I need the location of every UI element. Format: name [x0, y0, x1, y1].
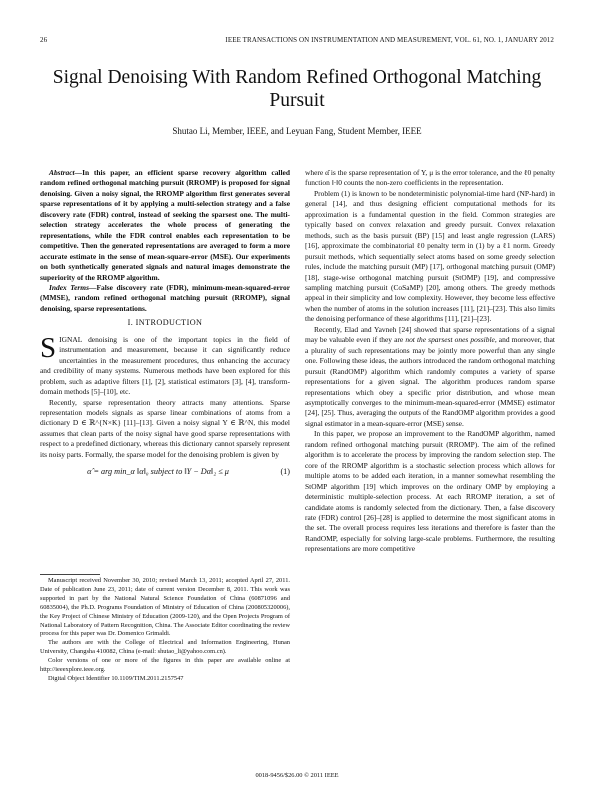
right-column [305, 168, 555, 555]
intro-paragraph-1 [40, 331, 290, 398]
paragraph-where: where α̂ is the sparse representation of Y, μ is the error tolerance, and the ℓ0 penalty function ‖·‖0 counts the non-zero coefficients in the representation. [305, 168, 555, 188]
section-heading: I. INTRODUCTION [127, 318, 203, 328]
abstract-lead: Abstract— [49, 168, 83, 177]
footnote-manuscript: Manuscript received November 30, 2010; revised March 13, 2011; accepted April 27, 2011. Date of publication June 23, 2011; date of current version December 8, 2011. This work was supported in part by the National Natural Science Foundation of China (60871096 and 60835004), the Ph.D. Programs Foundation of Ministry of Education of China (200805320006), the Key Project of Chinese Ministry of Education (2009-120), and the Open Projects Program of National Laboratory of Pattern Recognition, China. The Associate Editor coordinating the review process for this paper was Dr. Domenico Grimaldi. [40, 577, 290, 638]
paragraph-elad-b: , and moreover, that a plurality of such representations may be jointly more powerful than any single one. Following these ideas, the authors introduced the random orthogonal matching pursuit (RandOMP) algorithm which randomly computes a variety of sparse representations for a given signal. The algorithm produces random sparse representations which obey a specific prior distribution, and whose mean asymptotically converges to the minimum-mean-squared-error (MMSE) estimator [24], [25]. Thus, averaging the outputs of the RandOMP algorithm provides a good signal estimator in a mean-square-error (MSE) sense. [305, 335, 556, 428]
index-terms-lead: Index Terms— [49, 282, 97, 292]
footnote-doi: Digital Object Identifier 10.1109/TIM.2011.2157547 [48, 674, 184, 682]
footnote [40, 574, 290, 684]
author-line: Shutao Li, Member, IEEE, and Leyuan Fang, Student Member, IEEE [172, 126, 422, 136]
equation-1 [40, 467, 290, 477]
copyright-line: 0018-9456/$26.00 © 2011 IEEE [255, 772, 339, 779]
journal-header: IEEE TRANSACTIONS ON INSTRUMENTATION AND MEASUREMENT, VOL. 61, NO. 1, JANUARY 2012 [225, 36, 554, 44]
abstract [40, 168, 290, 283]
equation-number: (1) [280, 467, 290, 477]
intro-p1-text: IGNAL denoising is one of the important topics in the field of instrumentation and measurement, because it can significantly reduce uncertainties in the measurement procedures, thus enhancing the accuracy and credibility of many systems. Numerous methods have been explored for this problem, such as adaptive filters [1], [2], statistical estimators [3], [4], transform-domain methods [5]–[10], etc. [40, 334, 290, 397]
index-terms [40, 283, 290, 314]
left-column [40, 168, 290, 486]
footnote-affiliation: The authors are with the College of Electrical and Information Engineering, Hunan University, Changsha 410082, China (e-mail: shutao_li@yahoo.com.cn). [40, 639, 290, 656]
drop-cap: S [40, 331, 57, 364]
footnote-color: Color versions of one or more of the figures in this paper are available online at http://ieeexplore.ieee.org. [40, 657, 290, 674]
page-number: 26 [40, 36, 48, 44]
paper-title: Signal Denoising With Random Refined Orthogonal Matching Pursuit [52, 67, 542, 111]
abstract-text: In this paper, an efficient sparse recovery algorithm called random refined orthogonal matching pursuit (RROMP) is proposed for signal denoising. Given a noisy signal, the RROMP algorithm first generates several sparse representations of it by applying a multi-selection strategy and a false discovery rate (FDR) control, instead of seeking the sparsest one. The multi-selection strategy accelerates the whole process of generating the representations, while the FDR control enables each representation to be competitive. Then the generated representations are averaged to form a more accurate estimate in the sense of mean-square-error (MSE). Our experiments on both synthetically generated signals and natural images demonstrate the superiority of the RROMP algorithm. [40, 168, 290, 282]
paragraph-elad-a: Recently, Elad and Yavneh [24] showed that sparse representations of a signal may be valuable even if they are [305, 324, 555, 345]
index-terms-text: False discovery rate (FDR), minimum-mean-squared-error (MMSE), random refined orthogonal matching pursuit (RROMP), signal denoising, sparse representations. [40, 282, 290, 313]
paragraph-elad [305, 325, 555, 430]
paragraph-elad-emphasis: not the sparsest ones possible [405, 335, 495, 345]
paragraph-proposal: In this paper, we propose an improvement to the RandOMP algorithm, named random refined orthogonal matching pursuit (RROMP). The aim of the refined algorithm is to accelerate the process by improving the random selection step. The core of the RROMP algorithm is a stochastic selection process which allows for multiple atoms to be added each iteration, in a manner somewhat resembling the StOMP algorithm [19] which improves on the ordinary OMP by employing a deterministic multiple-selection process. At each RROMP iteration, a set of candidate atoms is randomly selected from the dictionary. Then, a false discovery rate (FDR) control [26]–[28] is applied to determine the most significant atoms in the set. The overall process requires less iterations and therefore is faster than the RandOMP, especially for solving large-scale problems. Furthermore, the resulting representations are more competitive [305, 429, 555, 554]
footnote-rule [40, 574, 100, 575]
paragraph-problem: Problem (1) is known to be nondeterministic polynomial-time hard (NP-hard) in general [14], and thus designing efficient computational methods for its approximation is a fundamental question in the field. Common strategies are typically based on convex relaxation and greedy pursuit. Convex relaxation methods, such as the basis pursuit (BP) [15] and least angle regression (LARS) [16], approximate the combinatorial ℓ0 penalty term in (1) by a ℓ1 norm. Greedy pursuit methods, which sequentially select atoms based on some greedy selection rules, include the matching pursuit (MP) [17], orthogonal matching pursuit (OMP) [18], stage-wise orthogonal matching pursuit (StOMP) [19], and compressive sampling matching pursuit (CoSaMP) [20], among others. The greedy methods appeal in their simplicity and low complexity. However, they become less effective when the number of atoms in the solution increases [11], [21]–[23]. This also limits the denoising performance of these algorithms [11], [21]–[23]. [305, 188, 555, 324]
intro-paragraph-2: Recently, sparse representation theory attracts many attentions. Sparse representation models signals as sparse linear combinations of atoms from a dictionary D ∈ ℝ^{N×K} [11]–[13]. Given a noisy signal Y ∈ ℝ^N, this model assumes that clean parts of the noisy signal have good sparse representations with respect to a predefined dictionary, whereas this dictionary cannot sparsely represent its noisy parts. Formally, the sparse model for the denoising problem is given by [40, 397, 290, 459]
equation-body: α̂ = arg min_α ‖α‖₀ subject to ‖Y − Dα‖₂ ≤ μ [87, 467, 229, 477]
